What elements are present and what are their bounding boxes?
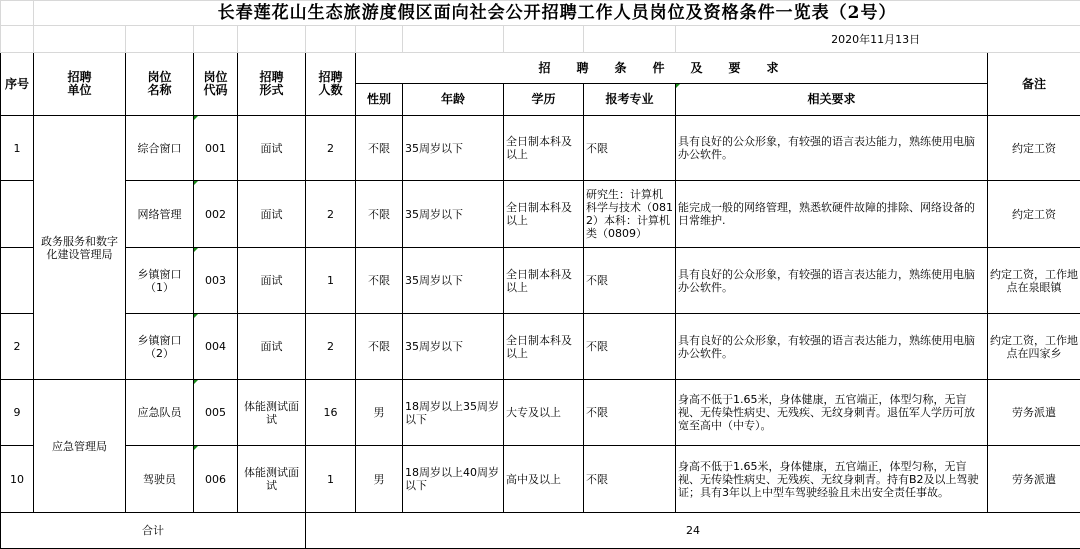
cell-remark: 约定工资 [988,181,1080,248]
total-value: 24 [306,513,1080,549]
cell-gender: 不限 [356,181,403,248]
cell-seq: 1 [1,116,34,181]
cell-education: 全日制本科及以上 [504,116,584,181]
cell-post-code: 002 [194,181,238,248]
cell-education: 全日制本科及以上 [504,314,584,380]
cell-age: 35周岁以下 [403,181,504,248]
cell-major: 研究生：计算机科学与技术（0812）本科：计算机类（0809） [584,181,676,248]
cell-education: 全日制本科及以上 [504,181,584,248]
cell-post-code: 003 [194,248,238,314]
cell-education: 大专及以上 [504,380,584,446]
cell-seq [1,181,34,248]
cell-remark: 约定工资，工作地点在泉眼镇 [988,248,1080,314]
cell-gender: 不限 [356,314,403,380]
cell-gender: 不限 [356,248,403,314]
cell-seq: 9 [1,380,34,446]
cell-requirements: 身高不低于1.65米，身体健康，五官端正，体型匀称，无盲视、无传染性病史、无残疾、无纹身刺青。退伍军人学历可放宽至高中（中专）。 [676,380,988,446]
cell-unit: 应急管理局 [34,380,126,513]
cell-age: 18周岁以上40周岁以下 [403,446,504,513]
cell-form: 面试 [238,248,306,314]
cell-remark: 劳务派遣 [988,380,1080,446]
cell-post-name: 网络管理 [126,181,194,248]
cell-post-name: 综合窗口 [126,116,194,181]
header-gender: 性别 [356,84,403,116]
cell-age: 35周岁以下 [403,314,504,380]
table-row [1,116,1080,181]
cell-requirements: 具有良好的公众形象，有较强的语言表达能力，熟练使用电脑办公软件。 [676,248,988,314]
cell-count: 2 [306,314,356,380]
cell-major: 不限 [584,116,676,181]
table-row [1,181,1080,248]
cell-form: 体能测试面试 [238,380,306,446]
date: 2020年11月13日 [676,26,1080,53]
cell-count: 2 [306,116,356,181]
table-row [1,314,1080,380]
cell-requirements: 身高不低于1.65米，身体健康，五官端正，体型匀称，无盲视、无传染性病史、无残疾、无纹身刺青。持有B2及以上驾驶证；具有3年以上中型车驾驶经验且未出安全责任事故。 [676,446,988,513]
cell-major: 不限 [584,248,676,314]
cell-form: 面试 [238,116,306,181]
cell-post-name: 乡镇窗口（1） [126,248,194,314]
cell-requirements: 具有良好的公众形象，有较强的语言表达能力，熟练使用电脑办公软件。 [676,314,988,380]
cell-form: 面试 [238,181,306,248]
header-unit: 招聘单位 [34,53,126,116]
cell-seq: 2 [1,314,34,380]
header-conditions: 招聘条件及要求 [356,53,988,84]
cell-requirements: 具有良好的公众形象，有较强的语言表达能力，熟练使用电脑办公软件。 [676,116,988,181]
cell-gender: 不限 [356,116,403,181]
cell-age: 18周岁以上35周岁以下 [403,380,504,446]
cell-major: 不限 [584,380,676,446]
cell-count: 16 [306,380,356,446]
header-post-name: 岗位名称 [126,53,194,116]
cell-gender: 男 [356,446,403,513]
cell-major: 不限 [584,446,676,513]
cell-education: 高中及以上 [504,446,584,513]
header-education: 学历 [504,84,584,116]
page-title: 长春莲花山生态旅游度假区面向社会公开招聘工作人员岗位及资格条件一览表（2号） [34,1,1080,26]
table-row [1,248,1080,314]
cell-form: 体能测试面试 [238,446,306,513]
cell-seq: 10 [1,446,34,513]
header-post-code: 岗位代码 [194,53,238,116]
cell-age: 35周岁以下 [403,248,504,314]
cell-post-code: 001 [194,116,238,181]
cell-count: 1 [306,446,356,513]
header-age: 年龄 [403,84,504,116]
header-count: 招聘人数 [306,53,356,116]
cell-gender: 男 [356,380,403,446]
cell-remark: 劳务派遣 [988,446,1080,513]
cell-remark: 约定工资 [988,116,1080,181]
cell-education: 全日制本科及以上 [504,248,584,314]
table-row [1,446,1080,513]
cell-requirements: 能完成一般的网络管理，熟悉软硬件故障的排除、网络设备的日常维护. [676,181,988,248]
cell-count: 1 [306,248,356,314]
cell-major: 不限 [584,314,676,380]
cell-unit: 政务服务和数字化建设管理局 [34,116,126,380]
cell-post-code: 005 [194,380,238,446]
header-major: 报考专业 [584,84,676,116]
header-requirements: 相关要求 [676,84,988,116]
header-seq: 序号 [1,53,34,116]
cell-count: 2 [306,181,356,248]
cell-remark: 约定工资，工作地点在四家乡 [988,314,1080,380]
cell-post-name: 乡镇窗口（2） [126,314,194,380]
header-remark: 备注 [988,53,1080,116]
header-form: 招聘形式 [238,53,306,116]
cell-age: 35周岁以下 [403,116,504,181]
total-label: 合计 [1,513,306,549]
cell-seq [1,248,34,314]
cell-post-code: 004 [194,314,238,380]
cell-post-name: 应急队员 [126,380,194,446]
cell-form: 面试 [238,314,306,380]
cell-post-name: 驾驶员 [126,446,194,513]
table-row [1,380,1080,446]
cell-post-code: 006 [194,446,238,513]
